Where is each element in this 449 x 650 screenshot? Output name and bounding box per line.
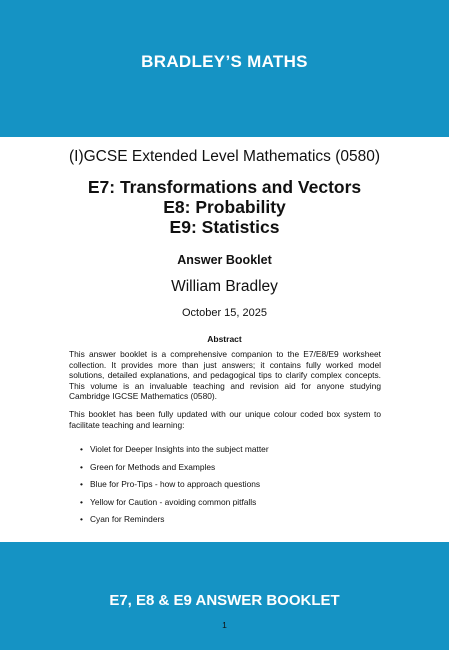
- footer-title: E7, E8 & E9 ANSWER BOOKLET: [109, 592, 340, 609]
- list-item: [80, 479, 269, 497]
- unit-titles: [0, 177, 449, 237]
- unit-title-e7: E7: Transformations and Vectors: [87, 177, 362, 197]
- list-item-text: Blue for Pro-Tips - how to approach questions: [90, 479, 261, 489]
- unit-title-e9: E9: Statistics: [169, 217, 280, 237]
- bullet-icon: •: [80, 461, 83, 472]
- list-item: [80, 444, 269, 462]
- publication-date: October 15, 2025: [181, 307, 267, 319]
- list-item-text: Yellow for Caution - avoiding common pitfalls: [90, 496, 257, 507]
- bullet-icon: •: [80, 444, 83, 454]
- abstract-paragraph-1: This answer booklet is a comprehensive companion to the E7/E8/E9 worksheet collection. It provides more than just answers; it contains fully worked model solutions, detailed explanations, and pedagogical tips to clarify complex concepts. This volume is an invaluable teaching and revision aid for anyone studying Cambridge IGCSE Mathematics (0580).: [69, 349, 381, 402]
- bullet-icon: •: [80, 514, 83, 524]
- brand-title: BRADLEY’S MATHS: [141, 52, 308, 71]
- footer-band: [0, 542, 449, 650]
- booklet-label: Answer Booklet: [177, 253, 272, 267]
- abstract-paragraph-2: This booklet has been fully updated with our unique colour coded box system to facilitate teaching and learning:: [69, 409, 381, 430]
- list-item-text: Violet for Deeper Insights into the subject matter: [90, 444, 269, 454]
- unit-title-e8: E8: Probability: [163, 197, 286, 217]
- header-band: [0, 0, 449, 137]
- author-name: William Bradley: [171, 278, 278, 295]
- course-subtitle: (I)GCSE Extended Level Mathematics (0580): [69, 148, 380, 165]
- bullet-icon: •: [80, 496, 83, 507]
- colour-box-list: [80, 444, 269, 532]
- list-item-text: Green for Methods and Examples: [90, 461, 216, 472]
- list-item: [80, 514, 269, 532]
- cover-content: [0, 137, 449, 542]
- list-item-text: Cyan for Reminders: [90, 514, 165, 524]
- list-item: [80, 497, 269, 515]
- page-number: 1: [222, 620, 227, 630]
- abstract-heading: Abstract: [207, 334, 242, 344]
- list-item: [80, 462, 269, 480]
- bullet-icon: •: [80, 479, 83, 489]
